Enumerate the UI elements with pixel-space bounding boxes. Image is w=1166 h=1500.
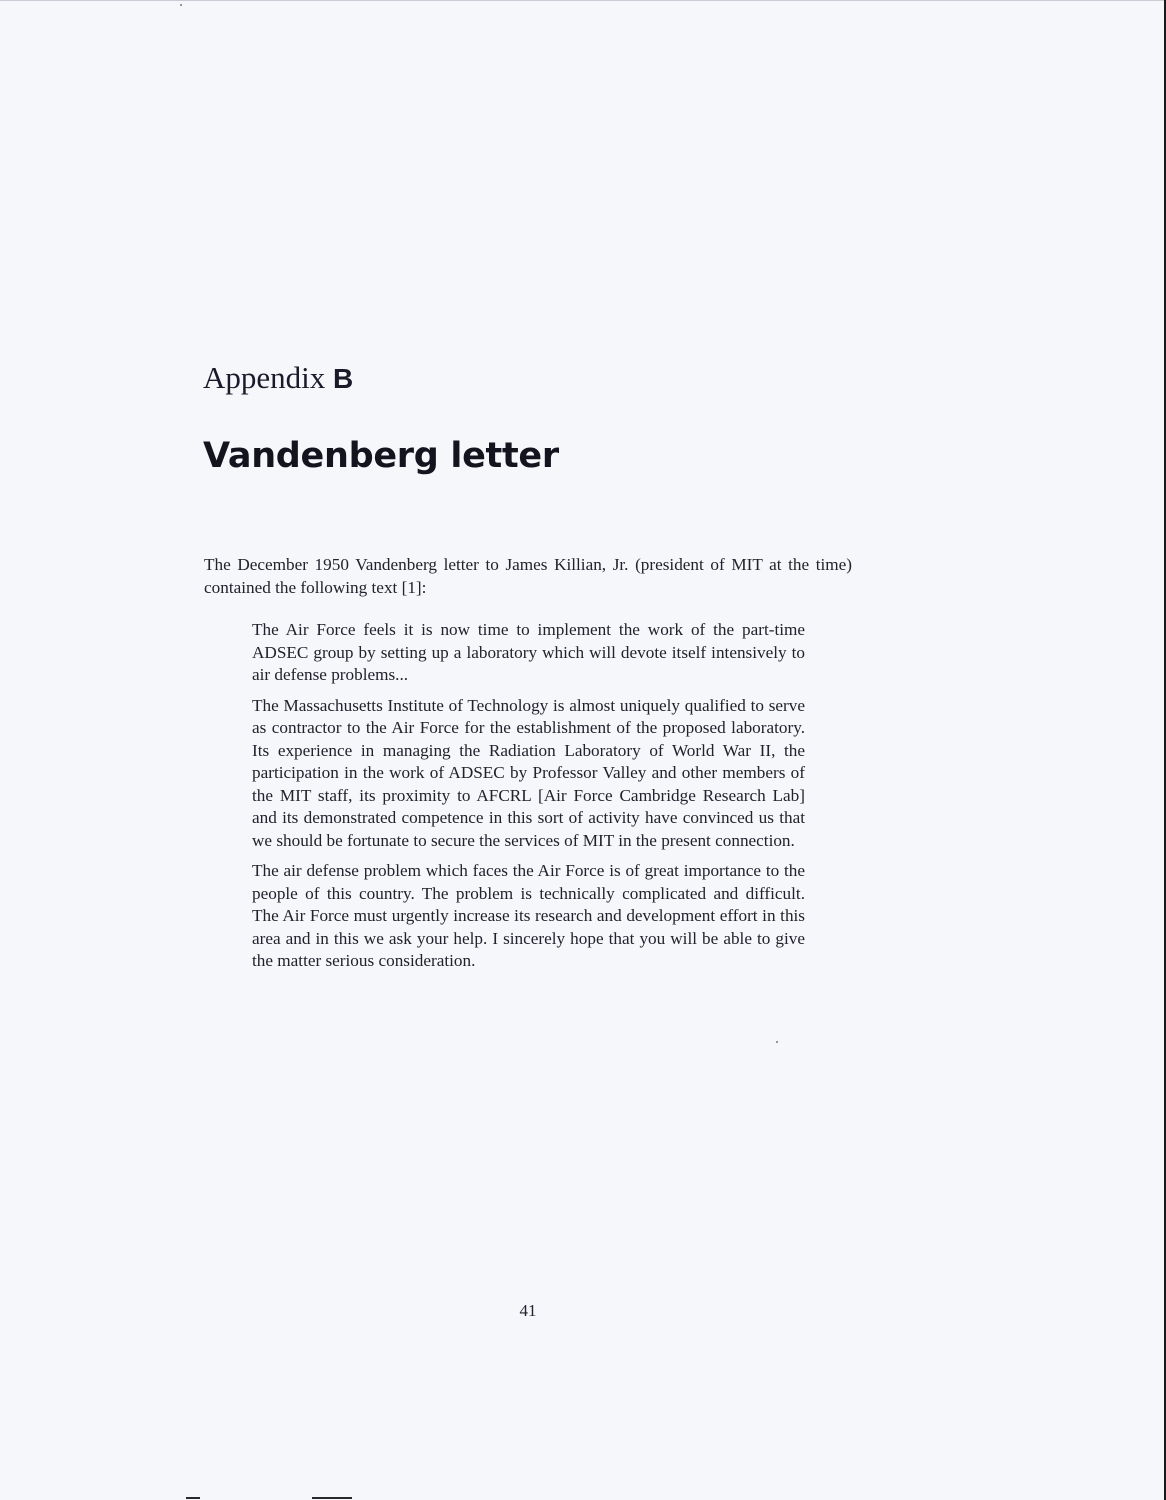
appendix-label: [203, 360, 353, 396]
quote-paragraph: The air defense problem which faces the Air Force is of great importance to the people of this country. The problem is technically complicated and difficult. The Air Force must urgently increase its research and development effort in this area and in this we ask your help. I sincerely hope that you will be able to give the matter serious consideration.: [252, 861, 805, 970]
quote-paragraph: The Air Force feels it is now time to implement the work of the part-time ADSEC group by setting up a laboratory which will devote itself intensively to air defense problems...: [252, 620, 805, 684]
scan-speck: [776, 1041, 778, 1043]
scan-speck: [180, 4, 182, 6]
quote-paragraph: The Massachusetts Institute of Technology is almost uniquely qualified to serve as contractor to the Air Force for the establishment of the proposed laboratory. Its experience in managing the Radiation Laboratory of World War II, the participation in the work of ADSEC by Professor Valley and other members of the MIT staff, its proximity to AFCRL [Air Force Cambridge Research Lab] and its demonstrated competence in this sort of activity have convinced us that we should be fortunate to secure the services of MIT in the present connection.: [252, 695, 805, 850]
intro-paragraph: The December 1950 Vandenberg letter to James Killian, Jr. (president of MIT at the time) contained the following text [1]:: [204, 555, 852, 597]
chapter-title: Vandenberg letter: [203, 436, 559, 476]
scan-artifact-line: [312, 1497, 352, 1499]
appendix-label-word: Appendix: [203, 360, 334, 395]
page-number: 41: [519, 1301, 537, 1320]
appendix-letter: B: [333, 363, 354, 394]
page-top-edge: [0, 0, 1166, 1]
scan-artifact-line: [186, 1497, 200, 1499]
block-quote: [252, 619, 805, 981]
